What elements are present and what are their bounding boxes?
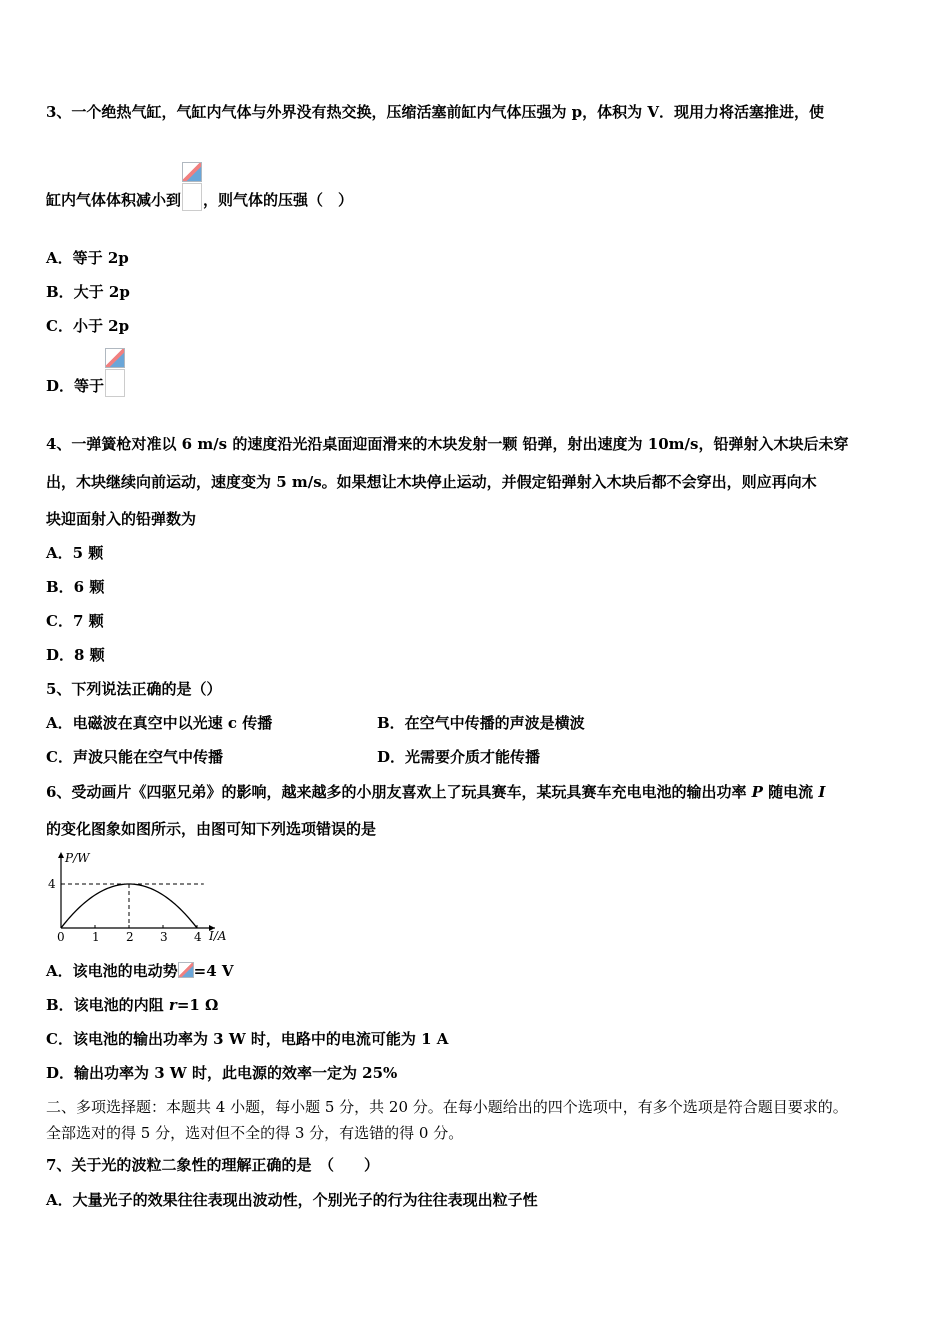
q6-option-d: D．输出功率为 3 W 时，此电源的效率一定为 25% — [46, 1064, 398, 1082]
y-axis-label: P/W — [65, 851, 90, 865]
q6-option-c: C．该电池的输出功率为 3 W 时，电路中的电流可能为 1 A — [46, 1030, 449, 1048]
q6-stem-line2: 的变化图象如图所示，由图可知下列选项错误的是 — [46, 820, 377, 838]
q6-option-a-pre: A．该电池的电动势 — [46, 962, 178, 980]
q3-option-a: A．等于 2p — [46, 249, 129, 267]
x-axis-label: I/A — [209, 929, 227, 943]
q6-stem-line1-a: 6、受动画片《四驱兄弟》的影响，越来越多的小朋友喜欢上了玩具赛车，某玩具赛车充电电池的输出功率 — [46, 783, 752, 801]
q6-symbol-r: r — [168, 996, 177, 1014]
x-tick-label: 1 — [92, 930, 100, 944]
q3-stem-line2-a: 缸内气体体积减小到 — [46, 191, 182, 209]
q6-option-a — [46, 961, 234, 981]
q4-stem-line1: 4、一弹簧枪对准以 6 m/s 的速度沿光沿桌面迎面滑来的木块发射一颗 铅弹，射出速度为 10m/s，铅弹射入木块后未穿 — [46, 435, 849, 453]
q3-stem-line2-b: ，则气体的压强（ ） — [203, 191, 354, 209]
q7-option-a: A．大量光子的效果往往表现出波动性，个别光子的行为往往表现出粒子性 — [46, 1191, 538, 1209]
q5-option-c: C．声波只能在空气中传播 — [46, 748, 223, 766]
q4-option-c: C．7 颗 — [46, 612, 104, 630]
q3-option-c: C．小于 2p — [46, 317, 130, 335]
p-i-chart — [44, 846, 240, 946]
q3-stem-line1: 3、一个绝热气缸，气缸内气体与外界没有热交换，压缩活塞前缸内气体压强为 p，体积为 V．现用力将活塞推进，使 — [46, 103, 825, 121]
q4-option-a: A．5 颗 — [46, 544, 104, 562]
q6-symbol-p: P — [751, 783, 763, 801]
q6-stem-line1-b: 随电流 — [762, 783, 819, 801]
q4-stem-line3: 块迎面射入的铅弹数为 — [46, 510, 197, 528]
q3-stem-line2 — [46, 162, 353, 210]
section2-heading-line1: 二、多项选择题：本题共 4 小题，每小题 5 分，共 20 分。在每小题给出的四个选项中，有多个选项是符合题目要求的。 — [46, 1098, 848, 1116]
section2-heading-line2: 全部选对的得 5 分，选对但不全的得 3 分，有选错的得 0 分。 — [46, 1124, 464, 1142]
emf-symbol-icon — [178, 962, 194, 978]
fraction-image-icon — [182, 162, 202, 210]
q5-option-d: D．光需要介质才能传播 — [377, 748, 541, 766]
q6-option-b — [46, 995, 218, 1015]
x-tick-label: 4 — [194, 930, 202, 944]
q6-stem-line1 — [46, 782, 825, 802]
option-d-image-icon — [105, 348, 125, 396]
q5-stem: 5、下列说法正确的是（） — [46, 680, 222, 698]
q4-option-d: D．8 颗 — [46, 646, 105, 664]
q5-option-b: B．在空气中传播的声波是横波 — [377, 714, 585, 732]
x-tick-label: 3 — [160, 930, 168, 944]
x-tick-label: 0 — [57, 930, 65, 944]
q5-option-a: A．电磁波在真空中以光速 c 传播 — [46, 714, 273, 732]
q4-stem-line2: 出，木块继续向前运动，速度变为 5 m/s。如果想让木块停止运动，并假定铅弹射入木块后都不会穿出，则应再向木 — [46, 473, 817, 491]
q3-option-d-text: D．等于 — [46, 377, 105, 395]
q6-option-b-pre: B．该电池的内阻 — [46, 996, 169, 1014]
y-tick-label: 4 — [48, 877, 56, 891]
q6-option-b-post: =1 Ω — [176, 996, 219, 1014]
q4-option-b: B．6 颗 — [46, 578, 105, 596]
q6-option-a-post: =4 V — [193, 962, 234, 980]
x-tick-label: 2 — [126, 930, 134, 944]
y-axis-arrow — [58, 852, 64, 858]
q3-option-b: B．大于 2p — [46, 283, 130, 301]
q6-symbol-i: I — [818, 783, 826, 801]
q7-stem: 7、关于光的波粒二象性的理解正确的是 （ ） — [46, 1156, 379, 1174]
q3-option-d — [46, 348, 126, 396]
